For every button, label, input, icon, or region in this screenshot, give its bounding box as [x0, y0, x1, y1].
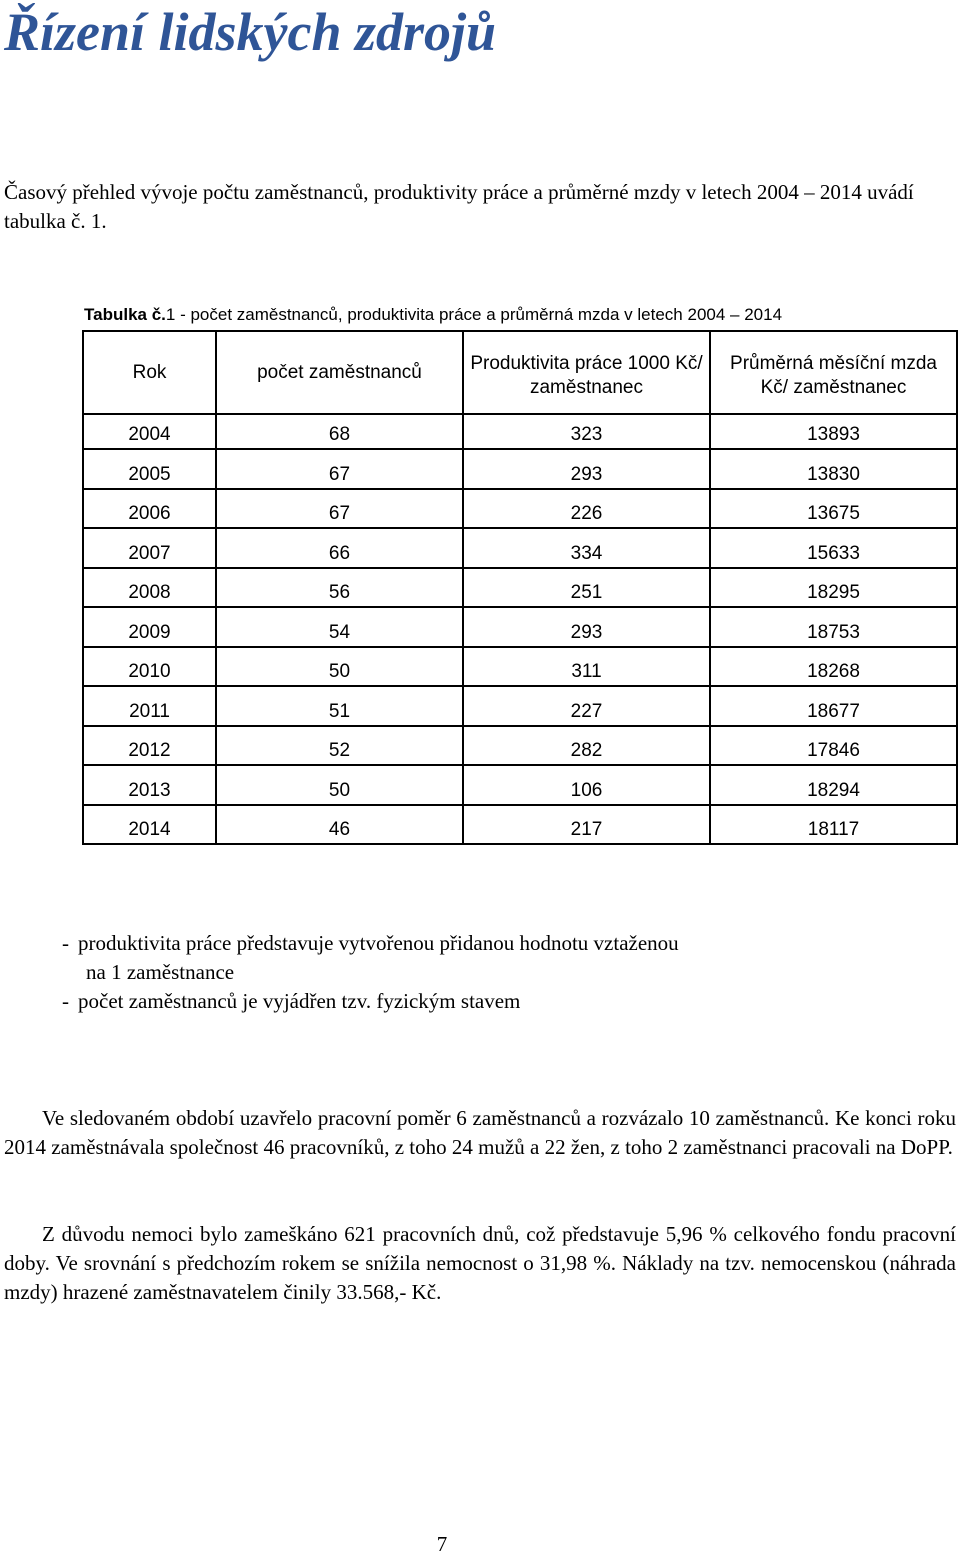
cell-average-wage: 18268	[710, 647, 957, 687]
cell-employees: 50	[216, 765, 463, 805]
table-row	[83, 726, 957, 766]
cell-average-wage: 13893	[710, 414, 957, 449]
table-row	[83, 607, 957, 647]
cell-employees: 67	[216, 449, 463, 489]
cell-year: 2008	[83, 568, 216, 608]
cell-average-wage: 18117	[710, 805, 957, 845]
cell-productivity: 226	[463, 489, 710, 529]
table-row	[83, 686, 957, 726]
table-row	[83, 489, 957, 529]
paragraph-sickness: Z důvodu nemoci bylo zameškáno 621 pracovních dnů, což představuje 5,96 % celkového fondu pracovní doby. Ve srovnání s předchozím rokem se snížila nemocnost o 31,98 %. Náklady na tzv. nemocenskou (náhrada mzdy) hrazené zaměstnavatelem činily 33.568,- Kč.	[4, 1222, 956, 1304]
cell-productivity: 251	[463, 568, 710, 608]
note-dash: -	[62, 989, 69, 1013]
intro-paragraph: Časový přehled vývoje počtu zaměstnanců, produktivity práce a průměrné mzdy v letech 2004 – 2014 uvádí tabulka č. 1.	[4, 180, 914, 233]
table-caption-lead: Tabulka č.	[84, 305, 166, 324]
header-average-wage: Průměrná měsíční mzda Kč/ zaměstnanec	[710, 331, 957, 414]
note-item	[62, 987, 922, 1016]
cell-productivity: 293	[463, 449, 710, 489]
note-dash: -	[62, 931, 69, 955]
table-row	[83, 568, 957, 608]
cell-average-wage: 18677	[710, 686, 957, 726]
table-body	[83, 414, 957, 844]
note-line-continued: na 1 zaměstnance	[86, 960, 235, 984]
cell-average-wage: 13830	[710, 449, 957, 489]
cell-average-wage: 18294	[710, 765, 957, 805]
cell-employees: 56	[216, 568, 463, 608]
table-row	[83, 647, 957, 687]
cell-average-wage: 18753	[710, 607, 957, 647]
cell-productivity: 323	[463, 414, 710, 449]
cell-year: 2013	[83, 765, 216, 805]
cell-year: 2010	[83, 647, 216, 687]
cell-employees: 68	[216, 414, 463, 449]
header-year: Rok	[83, 331, 216, 414]
cell-year: 2009	[83, 607, 216, 647]
cell-average-wage: 13675	[710, 489, 957, 529]
table-row	[83, 765, 957, 805]
cell-average-wage: 15633	[710, 528, 957, 568]
cell-average-wage: 18295	[710, 568, 957, 608]
header-productivity: Produktivita práce 1000 Kč/ zaměstnanec	[463, 331, 710, 414]
cell-productivity: 227	[463, 686, 710, 726]
table-row	[83, 414, 957, 449]
table-row	[83, 449, 957, 489]
employees-table	[82, 330, 958, 845]
cell-productivity: 106	[463, 765, 710, 805]
cell-year: 2005	[83, 449, 216, 489]
note-item	[62, 929, 922, 987]
table-caption-text: 1 - počet zaměstnanců, produktivita práce a průměrná mzda v letech 2004 – 2014	[165, 305, 783, 324]
cell-year: 2007	[83, 528, 216, 568]
cell-year: 2004	[83, 414, 216, 449]
cell-year: 2014	[83, 805, 216, 845]
cell-employees: 54	[216, 607, 463, 647]
cell-productivity: 282	[463, 726, 710, 766]
cell-employees: 50	[216, 647, 463, 687]
note-line: počet zaměstnanců je vyjádřen tzv. fyzickým stavem	[78, 989, 521, 1013]
cell-productivity: 334	[463, 528, 710, 568]
cell-employees: 52	[216, 726, 463, 766]
cell-employees: 51	[216, 686, 463, 726]
cell-productivity: 217	[463, 805, 710, 845]
table-row	[83, 805, 957, 845]
cell-productivity: 311	[463, 647, 710, 687]
note-line: produktivita práce představuje vytvořenou přidanou hodnotu vztaženou	[78, 931, 679, 955]
table-notes	[62, 929, 922, 1016]
cell-employees: 66	[216, 528, 463, 568]
table-header-row	[83, 331, 957, 414]
paragraph-employment: Ve sledovaném období uzavřelo pracovní poměr 6 zaměstnanců a rozvázalo 10 zaměstnanců. Ke konci roku 2014 zaměstnávala společnost 46 pracovníků, z toho 24 mužů a 22 žen, z toho 2 zaměstnanci pracovali na DoPP.	[4, 1106, 956, 1159]
cell-year: 2012	[83, 726, 216, 766]
page-heading: Řízení lidských zdrojů	[4, 2, 497, 62]
cell-year: 2011	[83, 686, 216, 726]
table-row	[83, 528, 957, 568]
cell-employees: 67	[216, 489, 463, 529]
cell-average-wage: 17846	[710, 726, 957, 766]
cell-year: 2006	[83, 489, 216, 529]
header-employees: počet zaměstnanců	[216, 331, 463, 414]
cell-employees: 46	[216, 805, 463, 845]
table-caption	[84, 304, 782, 326]
cell-productivity: 293	[463, 607, 710, 647]
page-number: 7	[436, 1532, 448, 1556]
